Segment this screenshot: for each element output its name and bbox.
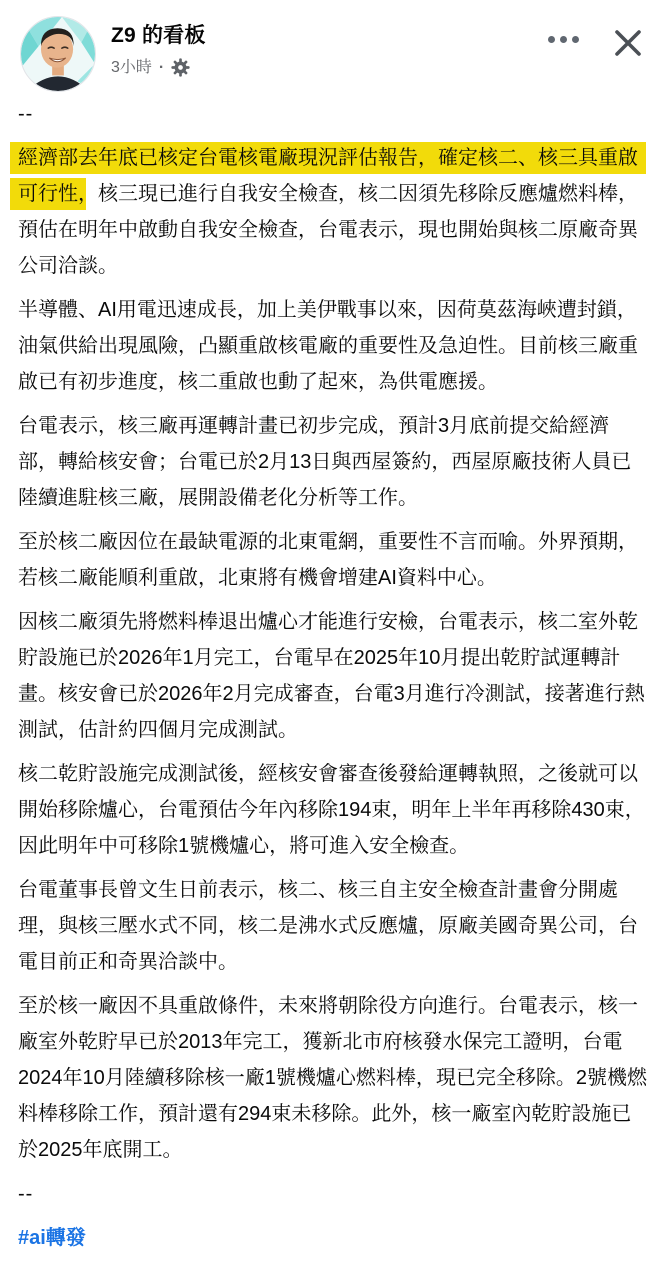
paragraph: 核二乾貯設施完成測試後，經核安會審查後發給運轉執照，之後就可以開始移除爐心，台電預估今年內移除194束，明年上半年再移除430束，因此明年中可移除1號機爐心，將可進入安全檢查。 [18,763,645,857]
meta-separator: · [158,58,165,76]
header-info [111,16,546,77]
lead-rest: ，核三現已進行自我安全檢查，核二因須先移除反應爐燃料棒，預估在明年中啟動自我安全檢查，台電表示，現也開始與核二原廠奇異公司洽談。 [18,183,638,277]
post-header [0,0,665,96]
paragraph: 台電表示，核三廠再運轉計畫已初步完成，預計3月底前提交給經濟部，轉給核安會；台電已於2月13日與西屋簽約，西屋原廠技術人員已陸續進駐核三廠，展開設備老化分析等工作。 [18,415,632,509]
avatar[interactable] [20,16,96,92]
highlighted-text: 經濟部去年底已核定台電核電廠現況評估報告，確定核二、核三具重啟可行性 [10,142,646,210]
hashtag-row [18,1220,647,1256]
paragraph: 因核二廠須先將燃料棒退出爐心才能進行安檢，台電表示，核二室外乾貯設施已於2026年1月完工，台電早在2025年10月提出乾貯試運轉計畫。核安會已於2026年2月完成審查，台電3月進行冷測試，接著進行熱測試，估計約四個月完成測試。 [18,611,645,741]
paragraph: 半導體、AI用電迅速成長，加上美伊戰事以來，因荷莫茲海峽遭封鎖，油氣供給出現風險，凸顯重啟核電廠的重要性及急迫性。目前核三廠重啟已有初步進度，核二重啟也動了起來，為供電應援。 [18,299,638,393]
post-meta [111,58,546,77]
paragraph: 台電董事長曾文生日前表示，核二、核三自主安全檢查計畫會分開處理，與核三壓水式不同，核二是沸水式反應爐，原廠美國奇異公司，台電目前正和奇異洽談中。 [18,879,638,973]
paragraph: 至於核二廠因位在最缺電源的北東電網，重要性不言而喻。外界預期，若核二廠能順利重啟，北東將有機會增建AI資料中心。 [18,531,638,589]
post-body [0,96,665,1256]
hashtag-link[interactable]: #ai轉發 [18,1227,86,1249]
gear-icon [171,58,190,77]
lead-paragraph [18,140,647,284]
paragraph: 至於核一廠因不具重啟條件，未來將朝除役方向進行。台電表示，核一廠室外乾貯早已於2013年完工，獲新北市府核發水保完工證明，台電2024年10月陸續移除核一廠1號機爐心燃料棒，現已完全移除。2號機燃料棒移除工作，預計還有294束未移除。此外，核一廠室內乾貯設施已於2025年底開工。 [18,995,647,1161]
divider-bottom: -- [18,1183,34,1205]
timestamp: 3小時 [111,58,152,76]
close-icon [609,24,647,62]
author-name[interactable]: Z9 的看板 [111,24,206,47]
header-actions [546,16,647,62]
ellipsis-icon [548,36,555,43]
close-button[interactable] [609,24,647,62]
profile-photo [21,17,95,91]
divider-top: -- [18,103,34,125]
more-options-button[interactable] [546,26,581,53]
